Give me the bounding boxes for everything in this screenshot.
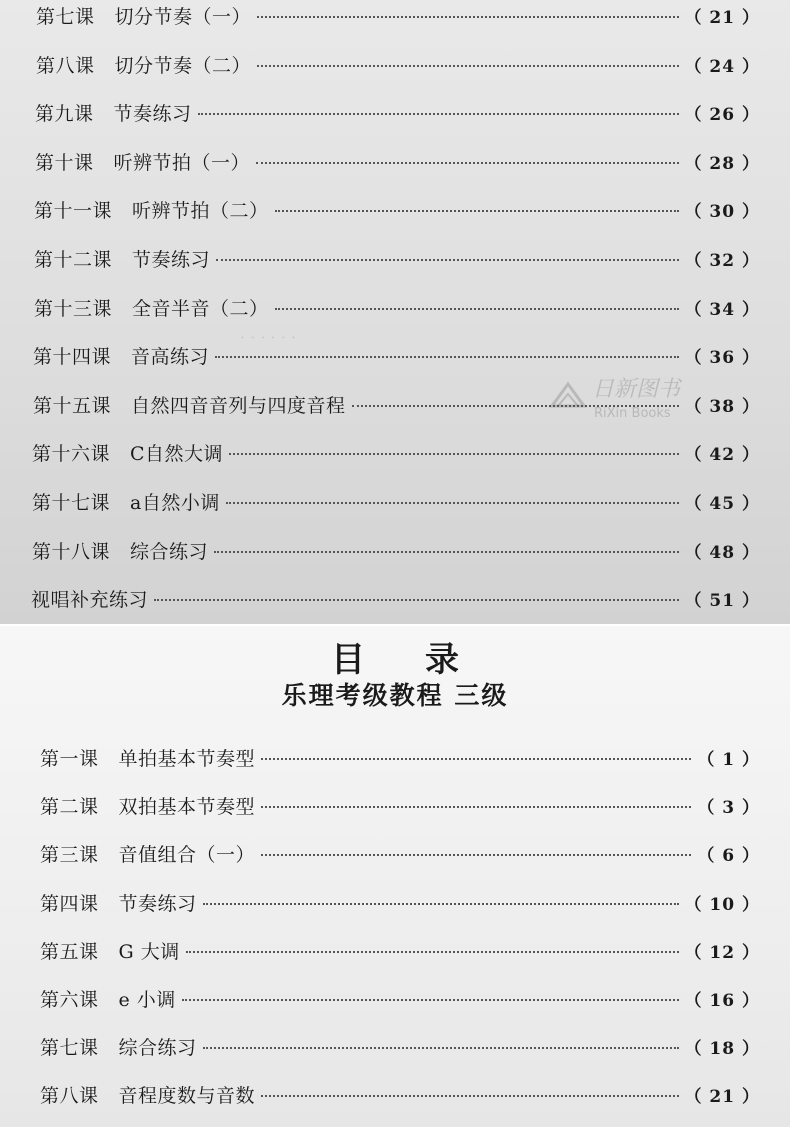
lesson-number: 第九课 <box>35 103 94 126</box>
lesson-number: 第三课 <box>40 844 99 867</box>
lesson-title: 听辨节拍（一） <box>113 151 251 174</box>
page-number: （ 36 ） <box>684 348 760 369</box>
lesson-title: 节奏练习 <box>113 103 192 126</box>
lesson-number: 第十二课 <box>34 249 113 271</box>
lesson-title: 音程度数与音数 <box>118 1085 256 1108</box>
toc-entry <box>35 99 760 129</box>
toc-entry <box>33 391 760 421</box>
lesson-title: 音值组合（一） <box>118 844 256 867</box>
dot-leader <box>261 758 691 760</box>
page-number: （ 38 ） <box>684 396 760 417</box>
lesson-number: 第五课 <box>40 940 99 963</box>
page-number: （ 6 ） <box>697 846 760 867</box>
lesson-number: 第十一课 <box>34 200 113 223</box>
lesson-title: 双拍基本节奏型 <box>118 796 256 819</box>
lesson-title: 节奏练习 <box>118 892 197 915</box>
lesson-number: 第二课 <box>40 796 99 819</box>
page-number: （ 21 ） <box>684 8 760 28</box>
page-number: （ 16 ） <box>684 991 760 1011</box>
dot-leader <box>257 16 678 18</box>
lesson-title: 节奏练习 <box>132 249 211 271</box>
dot-leader <box>229 453 678 455</box>
dot-leader <box>226 502 679 504</box>
toc-entry <box>40 1081 760 1111</box>
dot-leader <box>352 405 679 407</box>
page-number: （ 42 ） <box>684 445 760 466</box>
toc-heading: 目录 <box>331 640 519 680</box>
dot-leader <box>182 999 679 1001</box>
lesson-title: G 大调 <box>118 940 180 963</box>
toc-entry <box>32 439 760 469</box>
toc-entry <box>33 342 760 372</box>
dot-leader <box>203 1047 679 1049</box>
toc-entry <box>40 792 760 822</box>
dot-leader <box>214 551 678 553</box>
lesson-number: 第十课 <box>35 151 94 174</box>
lesson-number: 第八课 <box>36 54 95 77</box>
lesson-number: 第八课 <box>40 1085 99 1108</box>
lesson-title: e 小调 <box>118 989 176 1011</box>
dot-leader <box>198 113 679 115</box>
lesson-number: 第七课 <box>40 1037 99 1060</box>
lesson-number: 第四课 <box>40 892 99 915</box>
toc-entry <box>34 245 760 275</box>
dot-leader <box>216 259 678 261</box>
dot-leader <box>154 599 678 601</box>
dot-leader <box>186 951 679 953</box>
page-number: （ 48 ） <box>684 542 760 563</box>
lesson-title: 听辨节拍（二） <box>132 200 269 223</box>
lesson-title: 视唱补充练习 <box>31 589 149 612</box>
page-number: （ 21 ） <box>684 1087 760 1108</box>
page-number: （ 30 ） <box>684 202 760 223</box>
dot-leader <box>257 65 678 67</box>
dot-leader <box>203 903 679 905</box>
lesson-number: 第十四课 <box>33 346 112 369</box>
lesson-title: 切分节奏（二） <box>114 54 252 77</box>
watermark-logo-en: RiXin Books <box>594 406 671 421</box>
toc-entry <box>32 537 760 567</box>
lesson-number: 第七课 <box>36 6 95 28</box>
lesson-number: 第六课 <box>40 989 99 1011</box>
toc-entry <box>36 51 760 81</box>
dot-leader <box>261 854 691 856</box>
dot-leader <box>261 806 691 808</box>
toc-entry <box>36 2 760 32</box>
toc-entry <box>40 985 760 1015</box>
book-title: 乐理考级教程 三级 <box>281 681 509 710</box>
lesson-title: 综合练习 <box>130 540 209 563</box>
page-number: （ 34 ） <box>684 299 760 320</box>
lesson-number: 第十八课 <box>32 540 111 563</box>
page-number: （ 28 ） <box>684 153 760 174</box>
lesson-number: 第十三课 <box>34 297 113 320</box>
page-number: （ 12 ） <box>684 942 760 963</box>
watermark-logo-cn: 日新图书 <box>592 377 681 402</box>
lesson-title: a自然小调 <box>130 492 220 514</box>
dot-leader <box>261 1095 678 1097</box>
lesson-number: 第十七课 <box>32 492 111 514</box>
toc-entry <box>34 196 760 226</box>
toc-entry <box>34 294 760 324</box>
lesson-title: 自然四音音列与四度音程 <box>131 394 346 417</box>
lesson-title: 单拍基本节奏型 <box>118 748 256 770</box>
toc-entry <box>35 148 760 178</box>
dot-leader <box>275 308 679 310</box>
toc-entry <box>40 840 760 870</box>
toc-entry <box>40 744 760 774</box>
toc-entry <box>31 585 760 615</box>
toc-entry <box>40 937 760 967</box>
page-number: （ 32 ） <box>684 251 760 271</box>
dot-leader <box>215 356 678 358</box>
lesson-number: 第十六课 <box>32 443 111 466</box>
page-number: （ 10 ） <box>684 894 760 915</box>
page-number: （ 26 ） <box>684 105 760 126</box>
page-number: （ 18 ） <box>684 1039 760 1060</box>
page-number: （ 24 ） <box>684 56 760 77</box>
lesson-title: 全音半音（二） <box>132 297 269 320</box>
lesson-title: C自然大调 <box>130 443 224 466</box>
toc-entry <box>40 889 760 919</box>
toc-entry <box>32 488 760 518</box>
page-number: （ 45 ） <box>684 494 760 514</box>
lesson-number: 第一课 <box>40 748 99 770</box>
lesson-title: 音高练习 <box>131 346 210 369</box>
lesson-number: 第十五课 <box>33 394 112 417</box>
dot-leader <box>275 210 679 212</box>
dot-leader <box>256 162 678 164</box>
bleed-through-text: · · · · · · <box>240 328 296 347</box>
page-number: （ 1 ） <box>697 750 760 770</box>
page-number: （ 3 ） <box>697 798 760 819</box>
page-number: （ 51 ） <box>684 591 760 612</box>
toc-entry <box>40 1033 760 1063</box>
lesson-title: 综合练习 <box>118 1037 197 1060</box>
lesson-title: 切分节奏（一） <box>114 6 252 28</box>
